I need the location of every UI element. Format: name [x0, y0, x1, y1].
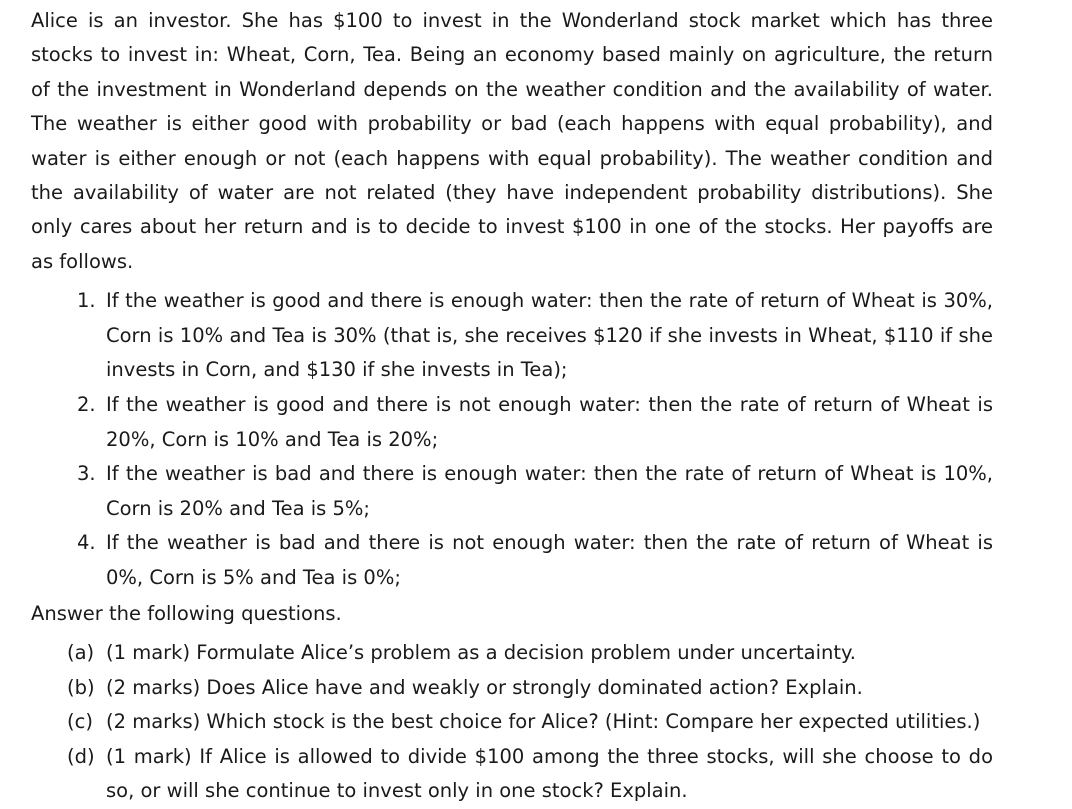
question-item: [31, 636, 993, 671]
scenario-number: 4.: [77, 531, 96, 555]
question-item: [31, 671, 993, 706]
scenario-number: 2.: [77, 393, 96, 417]
question-item: [31, 705, 993, 740]
problem-document: [31, 4, 993, 809]
scenario-text: If the weather is good and there is not enough water: then the rate of return of Wheat is 20%, Corn is 10% and Tea is 20%;: [106, 393, 993, 451]
question-label: (b): [67, 675, 95, 699]
questions-prompt: Answer the following questions.: [31, 601, 342, 625]
question-label: (d): [67, 744, 95, 768]
scenario-number: 1.: [77, 289, 96, 313]
intro-paragraph: Alice is an investor. She has $100 to invest in the Wonderland stock market which has three stocks to invest in: Wheat, Corn, Tea. Being an economy based mainly on agriculture, the return of the investment in Wonderland depends on the weather condition and the availability of water. The weather is either good with probability or bad (each happens with equal probability), and water is either enough or not (each happens with equal probability). The weather condition and the availability of water are not related (they have independent probability distributions). She only cares about her return and is to decide to invest $100 in one of the stocks. Her payoffs are as follows.: [31, 9, 993, 273]
scenario-item: [31, 457, 993, 526]
questions-list: [31, 636, 993, 809]
scenario-text: If the weather is bad and there is not enough water: then the rate of return of Wheat is 0%, Corn is 5% and Tea is 0%;: [106, 531, 993, 589]
scenario-number: 3.: [77, 462, 96, 486]
scenario-item: [31, 284, 993, 388]
scenario-text: If the weather is bad and there is enough water: then the rate of return of Wheat is 10%, Corn is 20% and Tea is 5%;: [106, 462, 993, 520]
question-label: (a): [67, 641, 95, 664]
payoff-scenarios-list: [31, 284, 993, 595]
question-item: [31, 740, 993, 809]
question-text: (2 marks) Does Alice have and weakly or strongly dominated action? Explain.: [106, 675, 863, 699]
question-text: (1 mark) Formulate Alice’s problem as a decision problem under uncertainty.: [106, 641, 856, 664]
question-text: (2 marks) Which stock is the best choice for Alice? (Hint: Compare her expected utilities.): [106, 710, 981, 733]
scenario-item: [31, 526, 993, 595]
question-text: (1 mark) If Alice is allowed to divide $100 among the three stocks, will she choose to do so, or will she continue to invest only in one stock? Explain.: [106, 744, 993, 802]
question-label: (c): [67, 710, 93, 733]
scenario-text: If the weather is good and there is enough water: then the rate of return of Wheat is 30%, Corn is 10% and Tea is 30% (that is, she receives $120 if she invests in Wheat, $110 if she invests in Corn, and $130 if she invests in Tea);: [106, 289, 993, 382]
scenario-item: [31, 388, 993, 457]
